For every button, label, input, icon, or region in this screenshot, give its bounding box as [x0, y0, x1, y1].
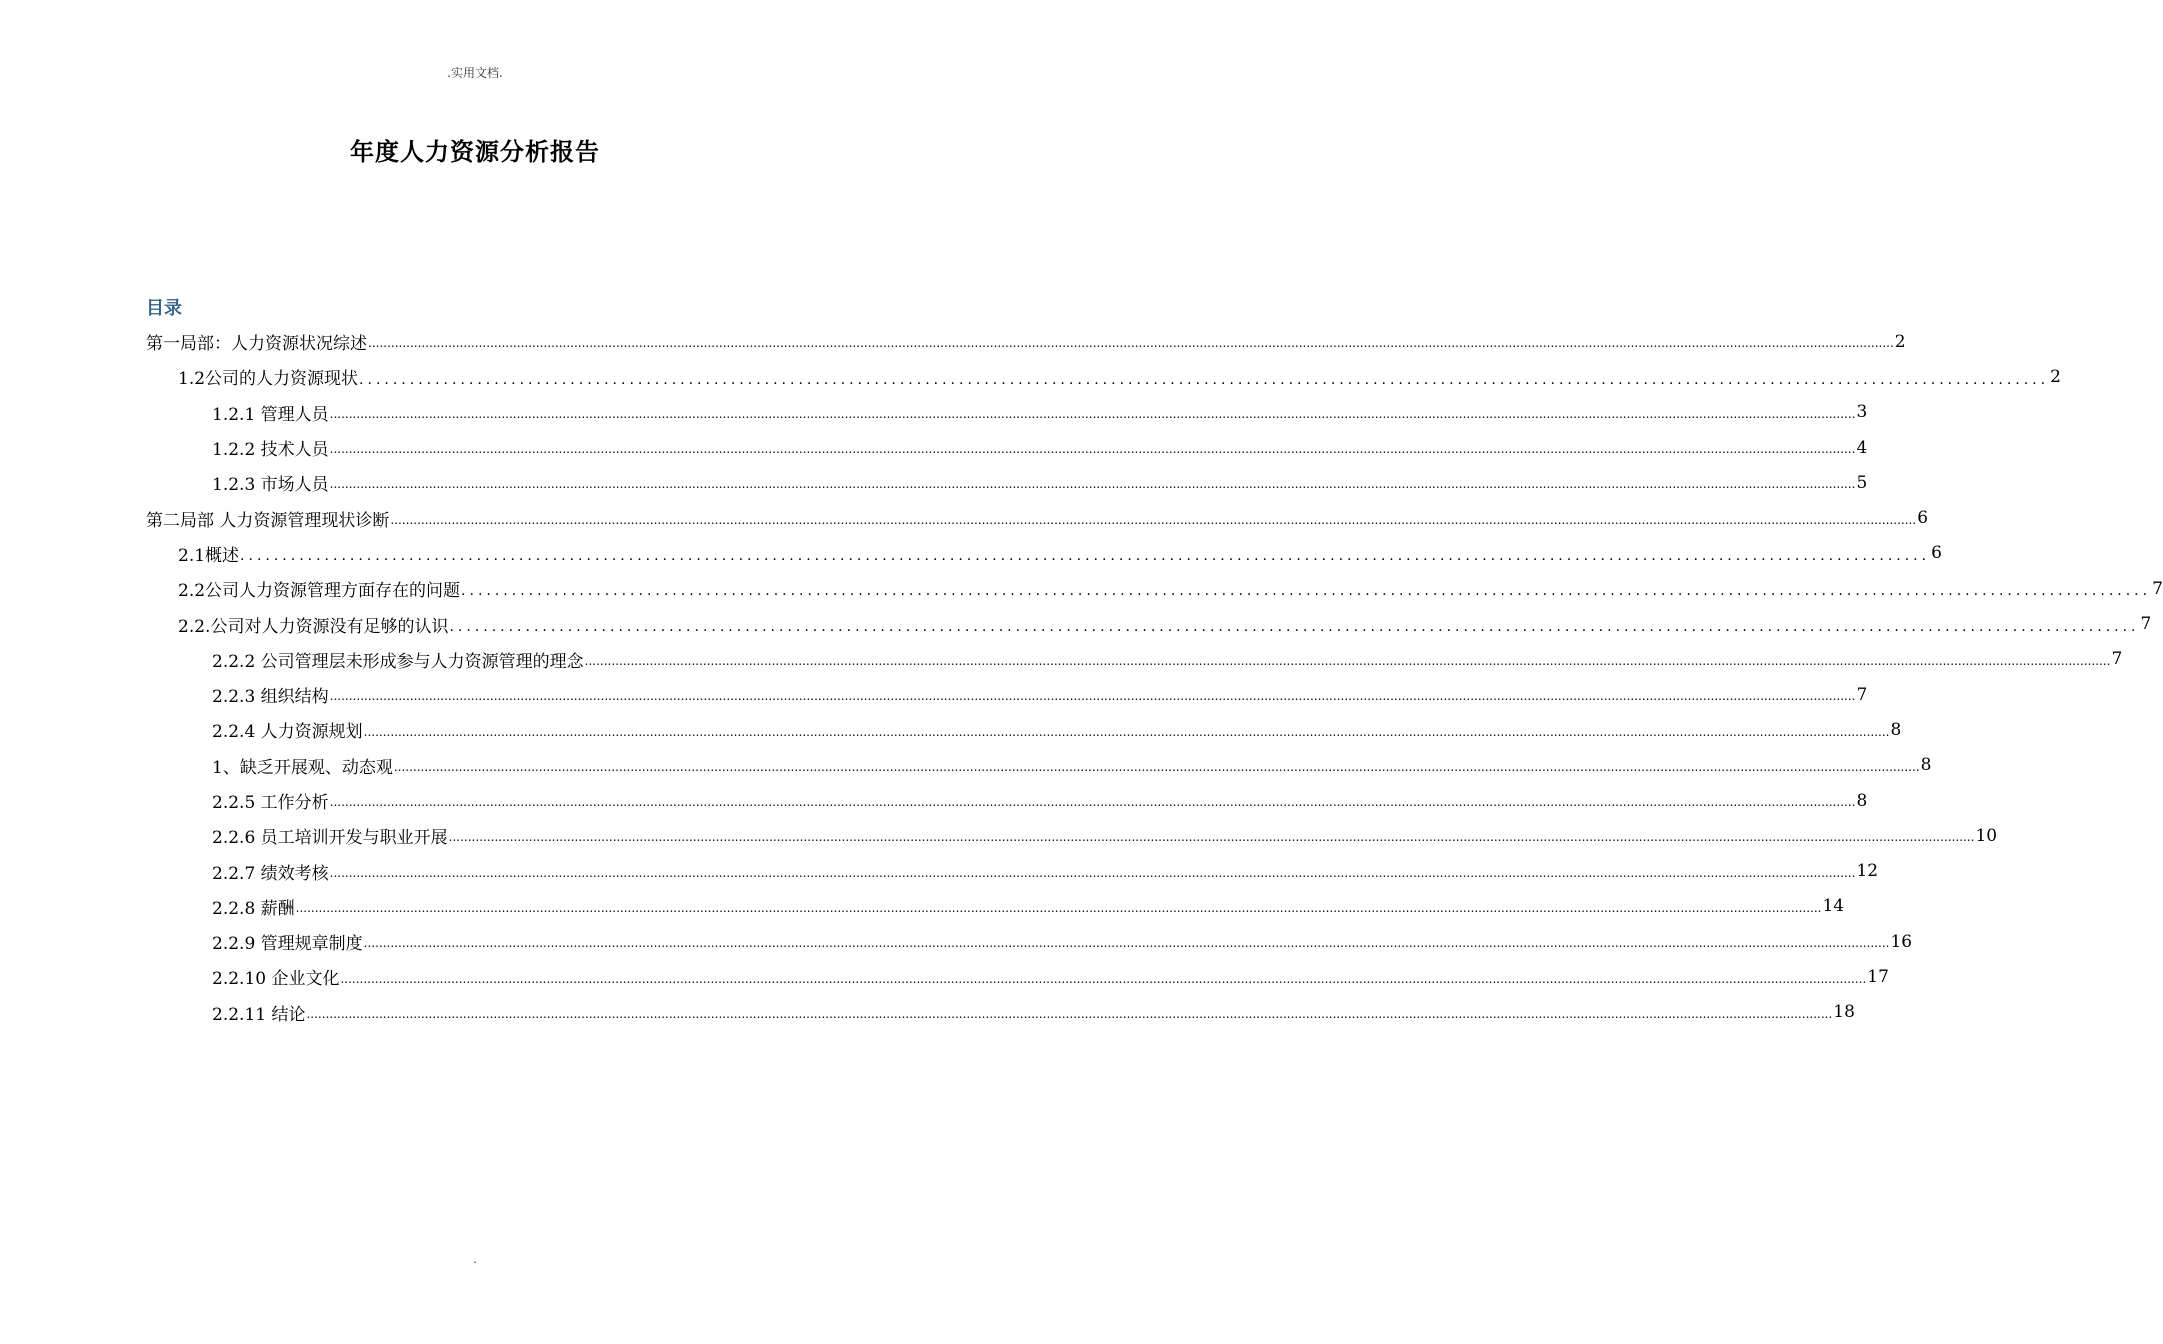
toc-entry[interactable] — [146, 500, 1929, 535]
toc-leader-dots: ................................................................................................................................................................................................................................................................................................................................................................................................................ — [390, 512, 1917, 527]
toc-entry[interactable] — [146, 359, 2061, 394]
toc-entry-title: 2.2.3 组织结构 — [212, 687, 329, 708]
toc-entry-page: 18 — [1833, 1002, 1855, 1023]
toc-entry[interactable] — [146, 889, 1845, 924]
toc-leader-dots: ........................................................................................................................................................................................................ — [240, 548, 1931, 565]
toc-entry[interactable] — [146, 677, 1868, 712]
toc-leader-dots: ................................................................................................................................................................................................................................................................................................................................................................................................................ — [448, 830, 1975, 845]
toc-leader-dots: ................................................................................................................................................................................................................................................................................................................................................................................................................ — [329, 477, 1856, 492]
toc-leader-dots: ........................................................................................................................................................................................................ — [359, 371, 2050, 388]
toc-entry-page: 2 — [1894, 331, 1906, 352]
toc-entry-page: 16 — [1890, 931, 1913, 952]
toc-entry[interactable] — [146, 324, 1906, 359]
toc-entry-page: 8 — [1856, 790, 1868, 811]
toc-leader-dots: ................................................................................................................................................................................................................................................................................................................................................................................................................ — [329, 865, 1856, 880]
toc-entry[interactable] — [146, 465, 1868, 500]
toc-leader-dots: ........................................................................................................................................................................................................ — [449, 618, 2140, 635]
toc-entry-title: 2.2公司人力资源管理方面存在的问题 — [178, 581, 461, 602]
toc-entry-page: 10 — [1975, 825, 1998, 846]
toc-entry-title: 1.2公司的人力资源现状 — [178, 369, 359, 390]
toc-entry-title: 1、缺乏开展观、动态观 — [212, 757, 393, 778]
toc-entry[interactable] — [146, 924, 1913, 959]
toc-entry-title: 2.2.11 结论 — [212, 1004, 306, 1025]
toc-leader-dots: ................................................................................................................................................................................................................................................................................................................................................................................................................ — [295, 901, 1822, 916]
toc-entry[interactable] — [146, 571, 2163, 606]
toc-leader-dots: ................................................................................................................................................................................................................................................................................................................................................................................................................ — [368, 336, 1894, 351]
toc-entry[interactable] — [146, 395, 1868, 430]
toc-entry[interactable] — [146, 712, 1902, 747]
toc-entry-page: 6 — [1917, 508, 1929, 529]
toc-entry-page: 8 — [1920, 755, 1932, 776]
toc-entry-page: 12 — [1856, 861, 1879, 882]
toc-leader-dots: ................................................................................................................................................................................................................................................................................................................................................................................................................ — [329, 406, 1856, 421]
toc-entry[interactable] — [146, 430, 1868, 465]
toc-entry-page: 4 — [1856, 437, 1868, 458]
toc-entry-page: 7 — [2111, 649, 2123, 670]
toc-entry-title: 2.2.8 薪酬 — [212, 898, 295, 919]
toc-leader-dots: ................................................................................................................................................................................................................................................................................................................................................................................................................ — [329, 689, 1856, 704]
toc-entry[interactable] — [146, 959, 1889, 994]
toc-entry[interactable] — [146, 748, 1932, 783]
toc-entry-page: 3 — [1856, 402, 1868, 423]
table-of-contents — [146, 324, 2163, 1030]
toc-entry[interactable] — [146, 536, 1942, 571]
toc-entry[interactable] — [146, 606, 2152, 641]
toc-leader-dots: ........................................................................................................................................................................................................ — [461, 583, 2152, 600]
toc-entry-title: 2.2.10 企业文化 — [212, 969, 340, 990]
toc-entry[interactable] — [146, 853, 1879, 888]
toc-leader-dots: ................................................................................................................................................................................................................................................................................................................................................................................................................ — [363, 936, 1890, 951]
toc-entry-title: 1.2.1 管理人员 — [212, 404, 329, 425]
page-header-note: .实用文档. — [447, 66, 503, 80]
toc-entry-page: 7 — [2152, 578, 2163, 599]
toc-entry-page: 6 — [1931, 543, 1942, 564]
toc-entry[interactable] — [146, 783, 1868, 818]
toc-entry-page: 2 — [2050, 366, 2061, 387]
toc-entry-title: 2.1概述 — [178, 545, 240, 566]
toc-entry-title: 2.2.6 员工培训开发与职业开展 — [212, 828, 448, 849]
toc-entry-page: 8 — [1890, 719, 1902, 740]
toc-entry-page: 14 — [1822, 896, 1845, 917]
toc-entry-title: 2.2.9 管理规章制度 — [212, 934, 363, 955]
page-footer-mark: . — [473, 1252, 477, 1266]
toc-leader-dots: ................................................................................................................................................................................................................................................................................................................................................................................................................ — [306, 1006, 1833, 1021]
document-title: 年度人力资源分析报告 — [350, 137, 600, 166]
toc-entry-title: 2.2.7 绩效考核 — [212, 863, 329, 884]
toc-leader-dots: ................................................................................................................................................................................................................................................................................................................................................................................................................ — [340, 971, 1867, 986]
toc-entry-title: 第一局部：人力资源状况综述 — [146, 334, 367, 355]
toc-entry-page: 5 — [1856, 472, 1868, 493]
toc-entry-title: 第二局部 人力资源管理现状诊断 — [146, 510, 390, 531]
toc-entry[interactable] — [146, 995, 1855, 1030]
toc-entry[interactable] — [146, 818, 1998, 853]
toc-entry-title: 2.2.5 工作分析 — [212, 793, 329, 813]
toc-leader-dots: ................................................................................................................................................................................................................................................................................................................................................................................................................ — [363, 724, 1890, 739]
toc-leader-dots: ................................................................................................................................................................................................................................................................................................................................................................................................................ — [584, 653, 2111, 668]
toc-leader-dots: ................................................................................................................................................................................................................................................................................................................................................................................................................ — [393, 759, 1920, 774]
toc-entry-page: 7 — [2140, 614, 2152, 635]
toc-entry-title: 2.2.公司对人力资源没有足够的认识 — [178, 616, 449, 637]
toc-entry-title: 1.2.2 技术人员 — [212, 440, 329, 461]
toc-entry[interactable] — [146, 642, 2123, 677]
toc-heading: 目录 — [146, 298, 182, 319]
toc-entry-title: 2.2.2 公司管理层未形成参与人力资源管理的理念 — [212, 651, 584, 672]
toc-entry-title: 1.2.3 市场人员 — [212, 475, 329, 496]
toc-entry-page: 7 — [1856, 684, 1868, 705]
toc-entry-title: 2.2.4 人力资源规划 — [212, 722, 363, 743]
toc-entry-page: 17 — [1867, 966, 1889, 987]
toc-leader-dots: ................................................................................................................................................................................................................................................................................................................................................................................................................ — [329, 442, 1856, 457]
toc-leader-dots: ................................................................................................................................................................................................................................................................................................................................................................................................................ — [329, 795, 1856, 810]
